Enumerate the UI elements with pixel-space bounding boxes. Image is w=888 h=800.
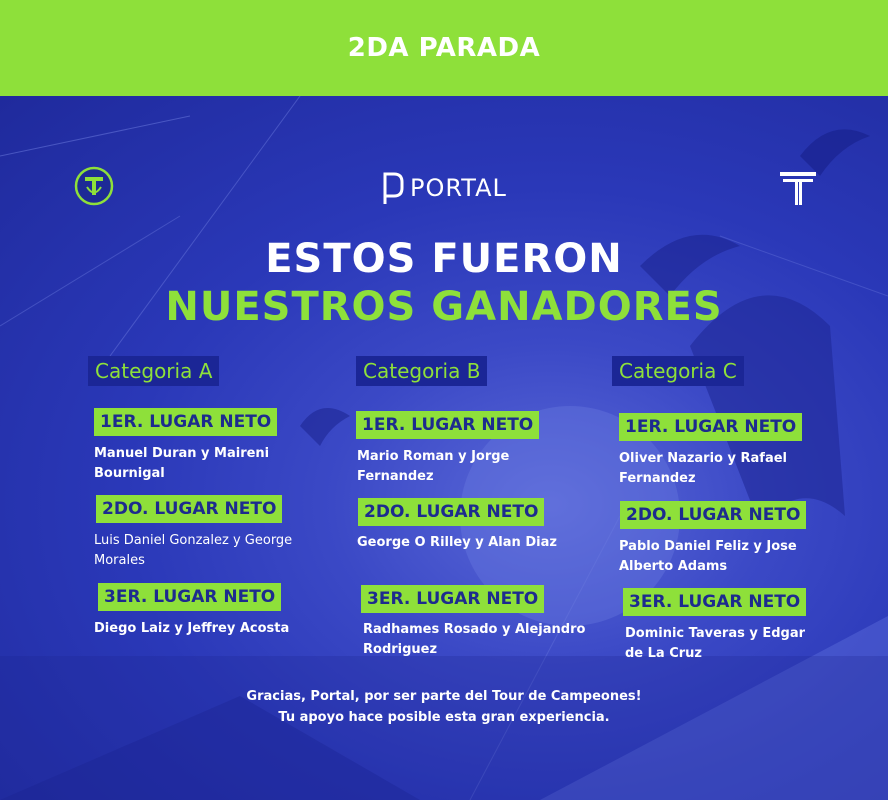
category-a-second-badge: 2DO. LUGAR NETO bbox=[96, 495, 282, 523]
headline-line1: ESTOS FUERON bbox=[265, 236, 623, 282]
category-c-third-names: Dominic Taveras y Edgar de La Cruz bbox=[625, 626, 806, 661]
category-b-first-badge: 1ER. LUGAR NETO bbox=[356, 411, 539, 439]
category-a-second-names: Luis Daniel Gonzalez y George Morales bbox=[94, 533, 293, 568]
category-b-first-names: Mario Roman y Jorge Fernandez bbox=[357, 449, 510, 484]
category-b-third-badge: 3ER. LUGAR NETO bbox=[361, 585, 544, 613]
category-b-label: Categoria B bbox=[356, 356, 487, 386]
category-b-second-badge: 2DO. LUGAR NETO bbox=[358, 498, 544, 526]
category-c-third-badge: 3ER. LUGAR NETO bbox=[623, 588, 806, 616]
portal-logo-icon bbox=[380, 170, 406, 206]
brand-name: PORTAL bbox=[410, 174, 507, 202]
category-a-first-names: Manuel Duran y Maireni Bournigal bbox=[94, 446, 270, 481]
headline-line2: NUESTROS GANADORES bbox=[165, 284, 723, 330]
portal-brand bbox=[380, 168, 507, 208]
thank-you-message bbox=[0, 686, 888, 728]
category-b-third-names: Radhames Rosado y Alejandro Rodriguez bbox=[363, 622, 586, 657]
category-a-third-names: Diego Laiz y Jeffrey Acosta bbox=[94, 621, 290, 636]
tour-logo-icon bbox=[74, 166, 114, 206]
category-c-second-badge: 2DO. LUGAR NETO bbox=[620, 501, 806, 529]
thank-you-line1: Gracias, Portal, por ser parte del Tour de Campeones! bbox=[246, 689, 642, 704]
t-logo-icon bbox=[778, 170, 818, 206]
category-a-label: Categoria A bbox=[88, 356, 219, 386]
category-c-label: Categoria C bbox=[612, 356, 744, 386]
category-a-first-badge: 1ER. LUGAR NETO bbox=[94, 408, 277, 436]
category-c-first-names: Oliver Nazario y Rafael Fernandez bbox=[619, 451, 787, 486]
category-c-first-badge: 1ER. LUGAR NETO bbox=[619, 413, 802, 441]
category-a-third-badge: 3ER. LUGAR NETO bbox=[98, 583, 281, 611]
category-c-second-names: Pablo Daniel Feliz y Jose Alberto Adams bbox=[619, 539, 797, 574]
category-b-second-names: George O Rilley y Alan Diaz bbox=[357, 535, 557, 550]
header-bar bbox=[0, 0, 888, 96]
header-title: 2DA PARADA bbox=[347, 33, 541, 63]
thank-you-line2: Tu apoyo hace posible esta gran experiencia. bbox=[278, 710, 610, 725]
